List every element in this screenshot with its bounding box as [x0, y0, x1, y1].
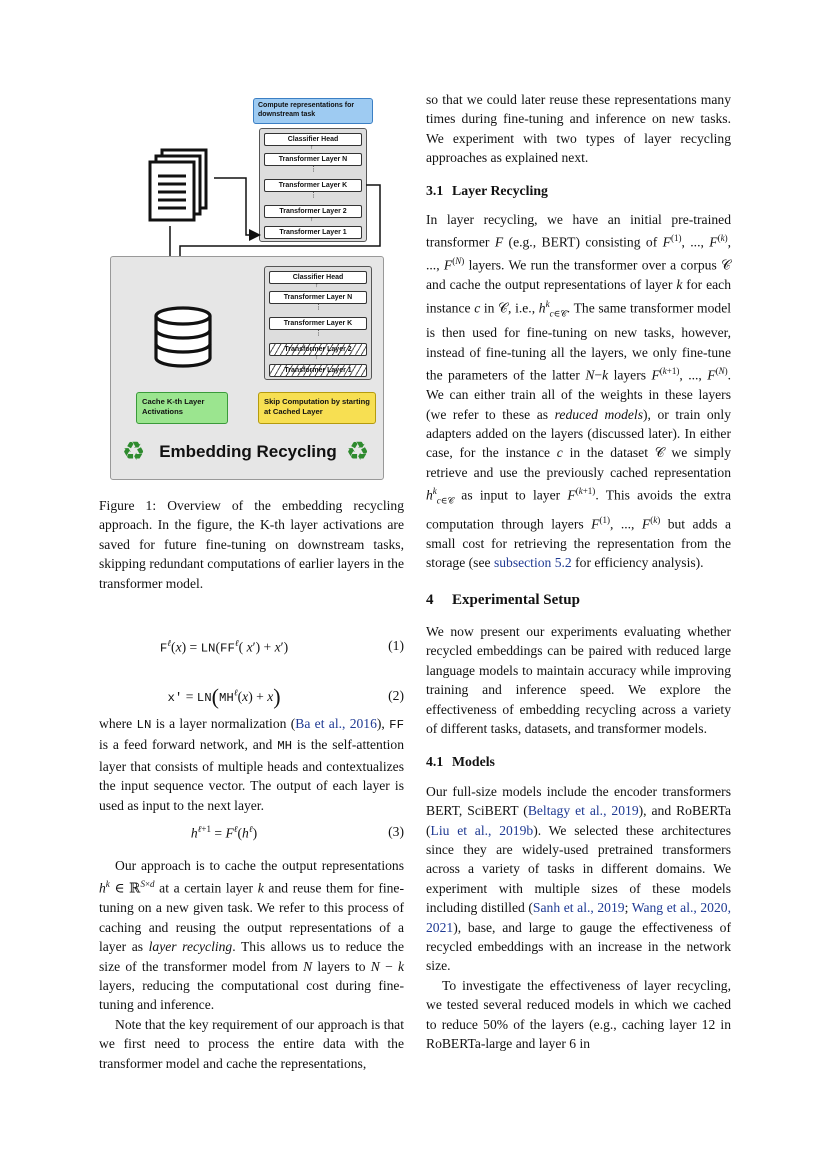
embedding-recycling-title: Embedding Recycling: [159, 442, 337, 461]
up-arrow-icon: ↑: [315, 354, 319, 361]
section-4-1-heading: 4.1 Models: [426, 754, 495, 770]
up-arrow-icon: ↑: [315, 282, 319, 289]
models-paragraph: Our full-size models include the encoder transformers BERT, SciBERT (Beltagy et al., 2019), and RoBERTa (Liu et al., 2019b). We selected these architectures since they are widely-used pretrained transformers across a variety of tasks in different domains. We experiment with multiple sizes of these models including distilled (Sanh et al., 2019; Wang et al., 2020, 2021), base, and large to gauge the effectiveness of recycled embeddings with an increase in the network size.: [426, 783, 731, 974]
recycle-icon: ♻: [122, 436, 146, 466]
transformer-layer-2-skipped: Transformer Layer 2: [269, 343, 367, 356]
transformer-layer-1-skipped: Transformer Layer 1: [269, 364, 367, 377]
citation-link[interactable]: Ba et al., 2016: [295, 716, 377, 731]
up-arrow-icon: ↑: [310, 216, 314, 223]
classifier-head: Classifier Head: [269, 271, 367, 284]
transformer-layer-n: Transformer Layer N: [269, 291, 367, 304]
left-column-where: where LN is a layer normalization (Ba et al., 2016), FF is a feed forward network, and MH is the self-attention layer that consists of multiple heads and contextualizes the input sequence vector. The output of each layer is used as input to the next layer.: [99, 716, 405, 813]
figure-1: [108, 92, 392, 484]
ellipsis-icon: ⋮: [310, 166, 317, 173]
up-arrow-icon: ↑: [310, 144, 314, 151]
transformer-layer-n: Transformer Layer N: [264, 153, 362, 166]
skip-computation-box: Skip Computation by starting at Cached Layer: [258, 392, 376, 424]
ellipsis-icon: ⋮: [315, 330, 322, 337]
database-icon: [152, 306, 214, 368]
citation-link[interactable]: Beltagy et al., 2019: [527, 803, 639, 819]
citation-link[interactable]: Sanh et al., 2019: [532, 900, 625, 916]
citation-link[interactable]: Wang et al., 2020, 2021: [426, 900, 731, 935]
equation-1: $F^\ell(x) = LN(FF^\ell$( x′) + x′) (1): [159, 638, 404, 656]
transformer-layer-k: Transformer Layer K: [264, 179, 362, 192]
section-3-1-heading: 3.1 Layer Recycling: [426, 182, 548, 198]
citation-link[interactable]: Liu et al., 2019b: [430, 822, 534, 838]
equation-3: $h^{\ell+1} = F^\ell(h^\ell)$ (3): [190, 824, 404, 841]
cache-layer-box: Cache K-th Layer Activations: [136, 392, 228, 424]
right-column: [426, 90, 731, 1054]
transformer-layer-k: Transformer Layer K: [269, 317, 367, 330]
reduced-transformer-stack: [264, 266, 372, 380]
layer-recycling-paragraph: In layer recycling, we have an initial pre-trained transformer F (e.g., BERT) consisting of $F^{(1)}$, ..., $F^{(k)}$, ..., $F^{(N)}$ layers. We run the transformer over a corpus 𝒞 and cache the output representations of layer k for each instance c in 𝒞, i.e., $h^k_{c\in 𝒞}$. The same transformer model is then used for fine-tuning on new tasks, however, instead of fine-tuning all the layers, we only fine-tune the parameters of the latter N−k layers $F^{(k+1)}$, ..., $F^{(N)}$. We can either train all of the weights in these layers (we refer to these as reduced models), or train only adapters added on the layers (discussed later). In either case, for the instance c in the dataset 𝒞 we simply retrieve and use the previously cached representation $h^k_{c\in 𝒞}$ as input to layer $F^{(k+1)}$. This avoids the extra computation through layers $F^{(1)}$, ..., $F^{(k)}$ but adds a small cost for retrieving the representation from the storage (see subsection 5.2 for efficiency analysis).: [426, 212, 732, 571]
equation-2: $x' = LN(MH^\ell(x) + x)$ (2): [167, 684, 404, 709]
transformer-layer-1: Transformer Layer 1: [264, 226, 362, 239]
recycle-icon: ♻: [346, 436, 370, 466]
figure-caption: Figure 1: Overview of the embedding recycling approach. In the figure, the K-th layer activations are saved for future fine-tuning on downstream tasks, skipping redundant computations of earlier layers in the transformer model.: [99, 498, 404, 591]
subsection-link[interactable]: subsection 5.2: [493, 555, 572, 571]
experimental-setup-paragraph: We now present our experiments evaluating whether recycled embeddings can be paired with reduced large language models to maintain accuracy while improving training and inference speed. We explore the effectiveness of embedding recycling across a variety of different tasks, datasets, and transformer models.: [426, 623, 731, 736]
section-4-heading: 4 Experimental Setup: [426, 591, 580, 608]
compute-representations-box: Compute representations for downstream task: [253, 98, 373, 124]
ellipsis-icon: ⋮: [315, 304, 322, 311]
transformer-layer-2: Transformer Layer 2: [264, 205, 362, 218]
right-paragraph-top: so that we could later reuse these representations many times during fine-tuning and inference on new tasks. We experiment with two types of layer recycling approaches as explained next.: [426, 92, 731, 166]
classifier-head: Classifier Head: [264, 133, 362, 146]
investigate-paragraph: To investigate the effectiveness of layer recycling, we tested several reduced models in which we cached to reduce 50% of the layers (e.g., caching layer 12 in RoBERTa-large and layer 6 in: [426, 977, 731, 1052]
ellipsis-icon: ⋮: [310, 192, 317, 199]
left-column-approach: Our approach is to cache the output representations $h^k$ ∈ ℝ$^{S\times d}$ at a certain layer k and reuse them for fine-tuning on a new given task. We refer to this process of caching and reusing the output representations of a layer as layer recycling. This allows us to reduce the size of the transformer model from N layers to N − k layers, reducing the computational cost during fine-tuning and inference. Note that the key requirement of our approach is that we first need to process the entire data with the transformer model and cache the representations,: [99, 858, 404, 1071]
